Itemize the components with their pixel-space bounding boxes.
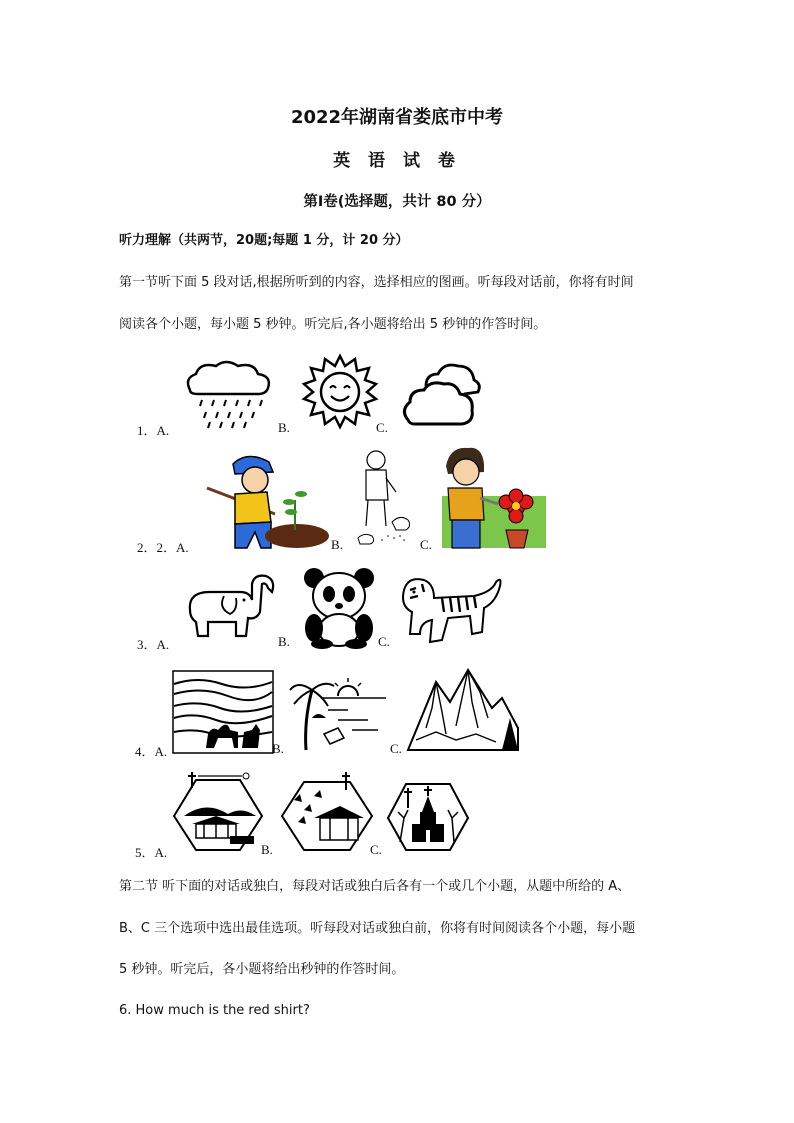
section2-instructions-line3: 5 秒钟。听完后，各小题将给出秒钟的作答时间。 [119,962,405,977]
sun-icon [301,352,379,430]
q4-option-c-label: C. [390,741,402,756]
q3-option-c-label: C. [378,634,390,649]
beach-palm-tree [288,676,388,752]
q5-option-b-label: B. [261,842,273,857]
q4-option-b-label: B. [272,741,284,756]
boy-planting-tree [205,452,331,550]
q1-option-c-label: C. [376,420,388,435]
boy-watering-flowers [440,444,546,550]
church-scene [386,778,470,852]
part-title: 第Ⅰ卷(选择题，共计 80 分） [303,194,491,210]
q2-option-b-label: B. [331,537,343,552]
panda [302,566,376,648]
q5-option-a-label: 5．A. [135,845,168,860]
tiger [398,572,504,648]
q3-option-a-label: 3．A. [137,637,170,652]
listening-heading: 听力理解（共两节，20题;每题 1 分，计 20 分） [119,233,409,248]
q4-option-a-label: 4．A. [135,744,168,759]
section2-instructions-line1: 第二节 听下面的对话或独白，每段对话或独白后各有一个或几个小题，从题中所给的 A、 [119,879,631,894]
q5-option-c-label: C. [370,842,382,857]
question-6: 6. How much is the red shirt? [119,1003,310,1018]
section2-instructions-line2: B、C 三个选项中选出最佳选项。听每段对话或独白前，你将有时间阅读各个小题，每小题 [119,921,636,936]
cloud-icon [402,360,482,430]
elephant [180,570,278,642]
section1-instructions-line2: 阅读各个小题，每小题 5 秒钟。听完后,各小题将给出 5 秒钟的作答时间。 [119,317,547,332]
q3-option-b-label: B. [278,634,290,649]
exam-title: 2022年湖南省娄底市中考 [290,107,504,128]
mountains [406,668,520,752]
chinese-pagoda-scene [172,766,264,852]
chinese-temple-scene [280,770,374,852]
q1-option-b-label: B. [278,420,290,435]
q2-option-c-label: C. [420,537,432,552]
exam-subtitle: 英 语 试 卷 [333,151,461,171]
q1-option-a-label: 1．A. [137,423,170,438]
section1-instructions-line1: 第一节听下面 5 段对话,根据所听到的内容，选择相应的图画。听每段对话前，你将有时间 [119,275,634,290]
boy-feeding-chickens [352,448,416,550]
rain-cloud-icon [182,360,274,430]
q2-option-a-label: 2．2．A. [137,540,189,555]
desert-camels [172,670,274,754]
